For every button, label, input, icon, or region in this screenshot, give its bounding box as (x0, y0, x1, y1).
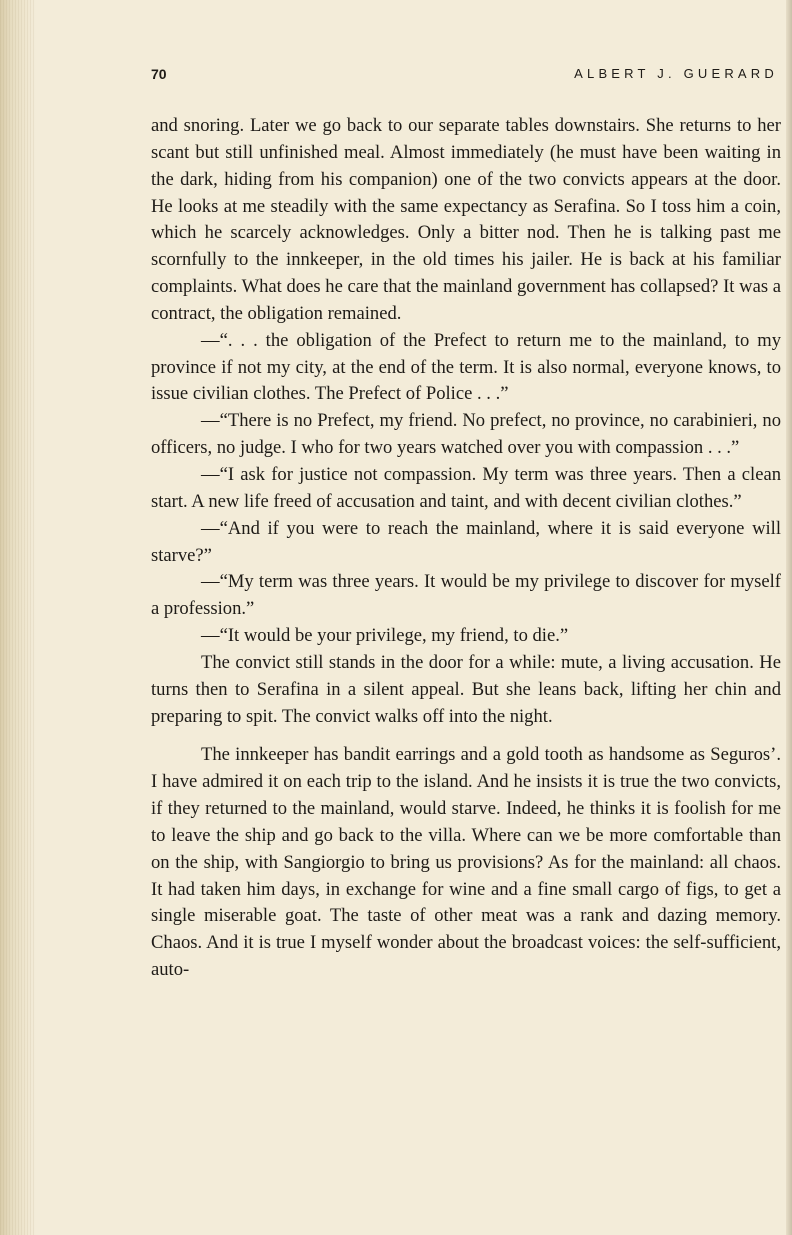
page-header (151, 66, 778, 88)
page-edge (786, 0, 792, 1235)
book-gutter (0, 0, 36, 1235)
paragraph: —“And if you were to reach the mainland, where it is said everyone will starve?” (151, 517, 781, 566)
paragraph: —“There is no Prefect, my friend. No prefect, no province, no carabinieri, no officers, no judge. I who for two years watched over you with compassion . . .” (151, 410, 781, 459)
paragraph: The innkeeper has bandit earrings and a gold tooth as handsome as Seguros’. I have admired it on each trip to the island. And he insists it is true the two convicts, if they returned to the mainland, would starve. Indeed, he thinks it is foolish for me to leave the ship and go back to the villa. Where can we be more comfortable than on the ship, with Sangiorgio to bring us provisions? As for the mainland: all chaos. It had taken him days, in exchange for wine and a fine small cargo of figs, to get a single miserable goat. The taste of other meat was a rank and dazing memory. Chaos. And it is true I myself wonder about the broadcast voices: the self-sufficient, auto- (151, 744, 781, 981)
paragraph: and snoring. Later we go back to our separate tables downstairs. She returns to her scant but still unfinished meal. Almost immediately (he must have been waiting in the dark, hiding from his companion) one of the two convicts appears at the door. He looks at me steadily with the same expectancy as Serafina. So I toss him a coin, which he scarcely acknowledges. Only a bitter nod. Then he is talking past me scornfully to the innkeeper, in the old times his jailer. He is back at his familiar complaints. What does he care that the mainland government has collapsed? It was a contract, the obligation remained. (151, 115, 781, 324)
page-number: 70 (151, 66, 167, 82)
body-text (151, 113, 781, 984)
paragraph: —“I ask for justice not compassion. My term was three years. Then a clean start. A new life freed of accusation and taint, and with decent civilian clothes.” (151, 463, 781, 512)
paragraph: —“It would be your privilege, my friend, to die.” (201, 625, 569, 647)
paragraph: —“. . . the obligation of the Prefect to return me to the mainland, to my province if not my city, at the end of the term. It is also normal, everyone knows, to issue civilian clothes. The Prefect of Police . . .” (151, 329, 781, 405)
running-head: ALBERT J. GUERARD (574, 66, 778, 81)
paragraph: —“My term was three years. It would be my privilege to discover for myself a profession.” (151, 571, 781, 620)
paragraph: The convict still stands in the door for a while: mute, a living accusation. He turns then to Serafina in a silent appeal. But she leans back, lifting her chin and preparing to spit. The convict walks off into the night. (151, 651, 781, 727)
